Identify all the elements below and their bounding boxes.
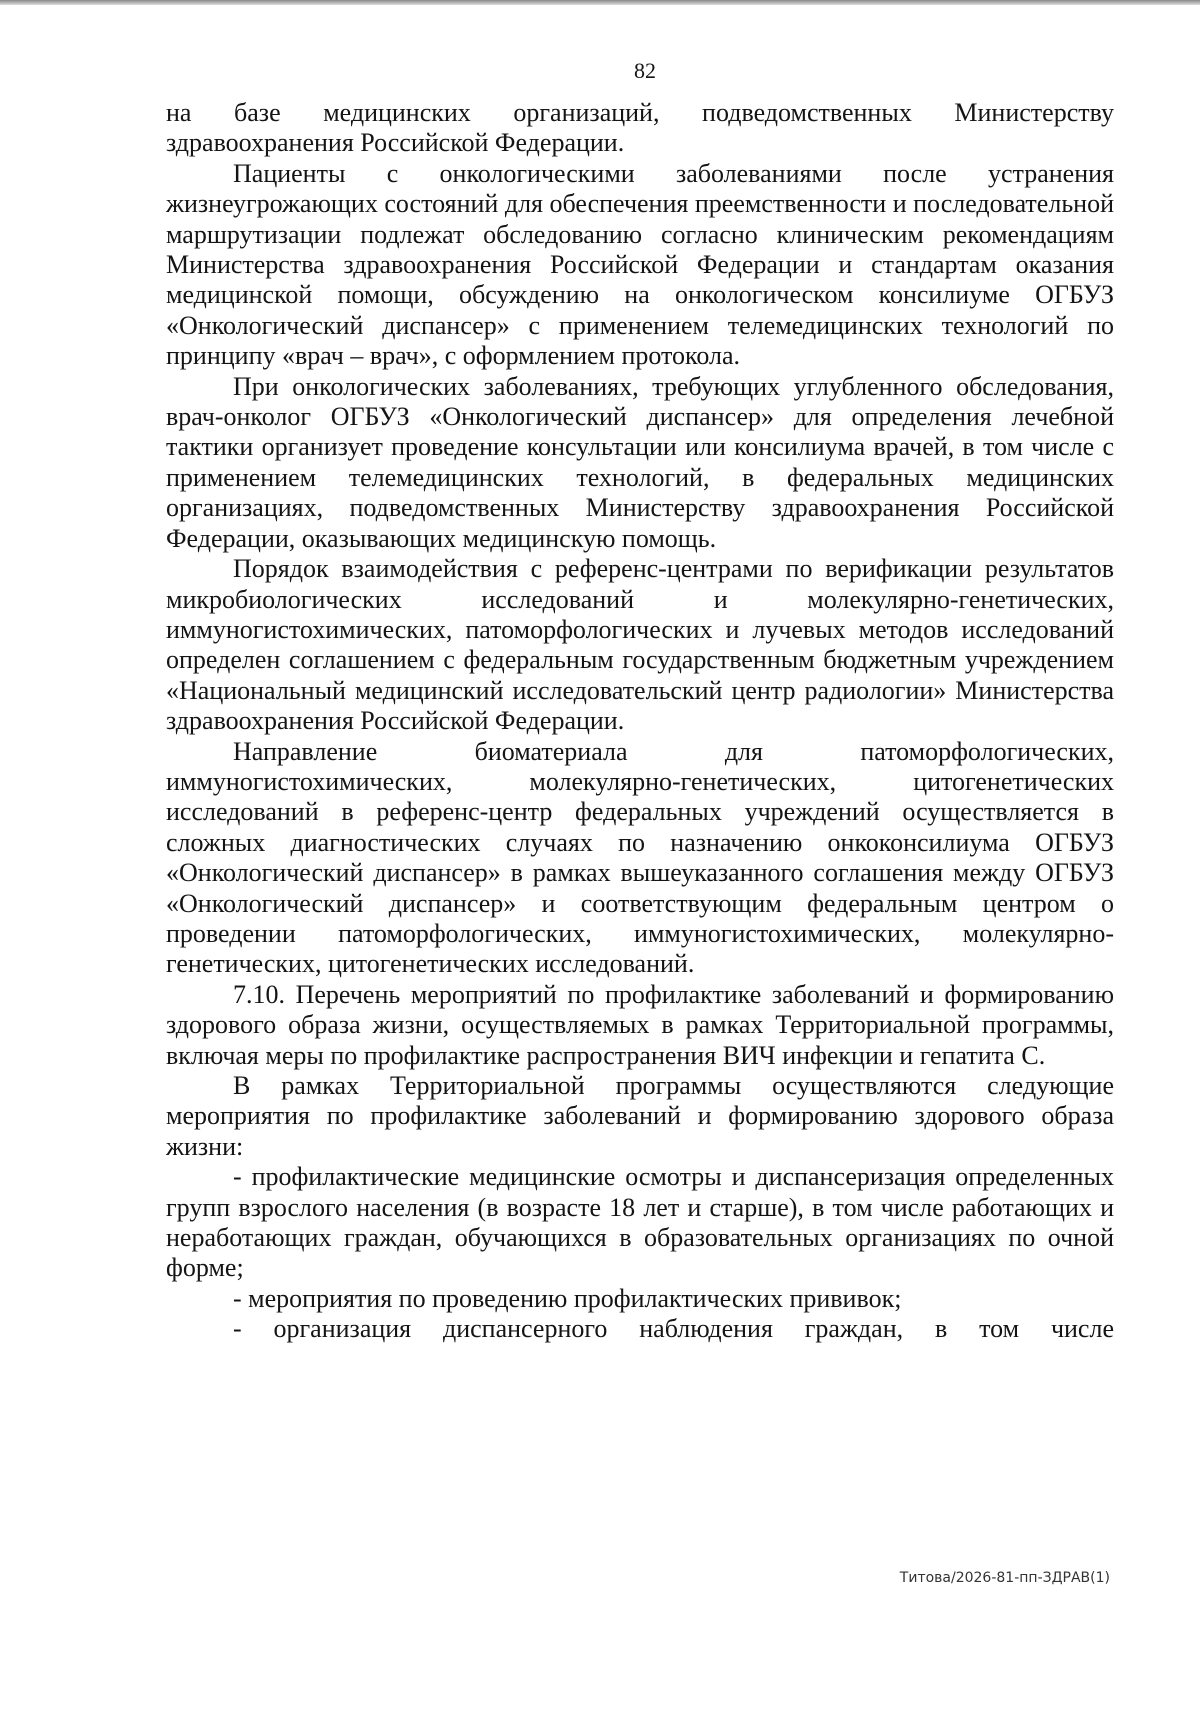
paragraph-oncology-patients: Пациенты с онкологическими заболеваниями после устранения жизнеугрожающих состояний для обеспечения преемственности и последовательной маршрутизации подлежат обследованию согласно клиническим рекомендациям Министерства здравоохранения Российской Федерации и стандартам оказания медицинской помощи, обсуждению на онкологическом консилиуме ОГБУЗ «Онкологический диспансер» с применением телемедицинских технологий по принципу «врач – врач», с оформлением протокола. [166, 158, 1114, 371]
section-heading-7-10: 7.10. Перечень мероприятий по профилактике заболеваний и формированию здорового образа жизни, осуществляемых в рамках Территориальной программы, включая меры по профилактике распространения ВИЧ инфекции и гепатита С. [166, 979, 1114, 1070]
paragraph-reference-centers: Порядок взаимодействия с референс-центрами по верификации результатов микробиологических исследований и молекулярно-генетических, иммуногистохимических, патоморфологических и лучевых методов исследований определен соглашением с федеральным государственным бюджетным учреждением «Национальный медицинский исследовательский центр радиологии» Министерства здравоохранения Российской Федерации. [166, 554, 1114, 736]
footer-document-code: Титова/2026-81-пп-ЗДРАВ(1) [899, 1570, 1110, 1586]
paragraph-in-depth-examination: При онкологических заболеваниях, требующих углубленного обследования, врач-онколог ОГБУЗ «Онкологический диспансер» для определения лечебной тактики организует проведение консультации или консилиума врачей, в том числе с применением телемедицинских технологий, в федеральных медицинских организациях, подведомственных Министерству здравоохранения Российской Федерации, оказывающих медицинскую помощь. [166, 371, 1114, 553]
paragraph-continuation: на базе медицинских организаций, подведомственных Министерству здравоохранения Российской Федерации. [166, 98, 1114, 158]
list-item-dispensary-observation: - организация диспансерного наблюдения граждан, в том числе [233, 1314, 1114, 1344]
scan-top-edge [0, 0, 1200, 5]
paragraph-prevention-intro: В рамках Территориальной программы осуществляются следующие мероприятия по профилактике заболеваний и формированию здорового образа жизни: [166, 1071, 1114, 1161]
document-body [166, 98, 1114, 1345]
list-item-medical-examinations: - профилактические медицинские осмотры и диспансеризация определенных групп взрослого населения (в возрасте 18 лет и старше), в том числе работающих и неработающих граждан, обучающихся в образовательных организациях по очной форме; [166, 1162, 1114, 1283]
paragraph-biomaterial-referral: Направление биоматериала для патоморфологических, иммуногистохимических, молекулярно-генетических, цитогенетических исследований в референс-центр федеральных учреждений осуществляется в сложных диагностических случаях по назначению онкоконсилиума ОГБУЗ «Онкологический диспансер» в рамках вышеуказанного соглашения между ОГБУЗ «Онкологический диспансер» и соответствующим федеральным центром о проведении патоморфологических, иммуногистохимических, молекулярно-генетических, цитогенетических исследований. [166, 736, 1114, 979]
page-number: 82 [634, 58, 656, 83]
list-item-vaccinations: - мероприятия по проведению профилактических прививок; [233, 1283, 902, 1313]
